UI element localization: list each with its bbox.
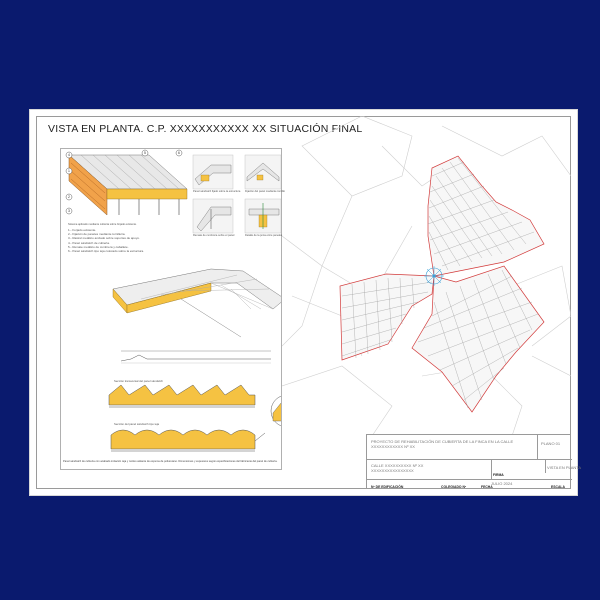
plan-name: VISTA EN PLANTA [547,465,582,470]
isometric-roof-detail [66,150,187,215]
detail-thumb-2 [245,155,281,189]
address-line-2: XXXXXXXXXXXXXXXX [371,468,414,473]
ridge-perspective-detail [113,269,281,337]
roof-wing-north [428,156,544,276]
sandwich-panel-section-1 [109,385,281,427]
roof-plan-view [282,116,571,436]
plan-number: PLANO 01 [541,441,561,446]
panel-profile-lines [121,351,271,363]
footer-building-number: Nº DE EDIFICACIÓN [371,485,404,489]
thumb-caption-3: Remate de cumbrera sobre el panel [193,234,235,237]
detail-thumb-4 [245,199,281,233]
address-line-1: CALLE XXXXXXXXXX Nº XX [371,463,424,468]
legend-item: 3.- Rastrel metálico anclado sobre soportes de apoyo. [68,236,140,241]
sandwich-panel-section-2 [111,430,265,451]
badge-6: 6 [178,151,180,156]
date-value: JULIO 2024 [491,481,513,486]
title-block [366,434,582,489]
details-note: Panel sándwich de cubierta con acabado imitación teja y núcleo aislante de espuma de poliuretano. Dimensiones y espesores según especificaciones del fabricante del panel de cubierta. [63,460,278,463]
detail-thumb-1 [193,155,233,189]
drawing-sheet [30,110,582,495]
legend-item: 1.- Forjado existente. [68,228,97,232]
badge-3: 3 [68,209,70,214]
firma-label: FIRMA [493,473,504,477]
badge-1: 1 [68,169,70,174]
badge-4: 4 [68,153,70,158]
project-title: PROYECTO DE REHABILITACIÓN DE CUBIERTA DE LA FINCA EN LA CALLE XXXXXXXXXXXX Nº XX [371,439,514,449]
footer-date: FECHA [481,485,493,489]
details-legend [68,228,144,253]
detail-thumb-3 [193,199,233,233]
profile-caption-1: Sección transversal del panel sándwich [114,379,163,383]
legend-item: 2.- Fijación de paneles mediante tornillería. [68,232,126,237]
construction-details-drawing [61,149,281,469]
sheet-title: VISTA EN PLANTA. C.P. XXXXXXXXXXX XX SITUACIÓN FINAL [48,123,363,135]
footer-collegiate-number: COLEGIADO Nº [441,485,467,489]
badge-2: 2 [68,195,70,200]
footer-scale: ESCALA [551,485,565,489]
compass-icon [424,266,444,286]
details-intro: Sistema aplicado mediante cubierta sobre forjado existente. [68,223,137,226]
thumb-caption-2: Fijación del panel mediante tornillo [245,190,285,193]
profile-caption-2: Sección del panel sándwich tipo teja [114,422,160,426]
legend-item: 6.- Panel sándwich tipo teja colocado sobre la estructura. [68,249,145,254]
badge-5: 5 [144,151,146,156]
thumb-caption-1: Panel sándwich fijado sobre la estructura [193,190,241,193]
legend-item: 4.- Panel sándwich de cubierta. [68,240,110,245]
roof-plan-drawing [282,116,571,436]
legend-item: 5.- Remate metálico de cumbrera y caballete. [68,244,129,249]
thumb-caption-4: Detalle de la junta entre paneles [245,234,283,237]
